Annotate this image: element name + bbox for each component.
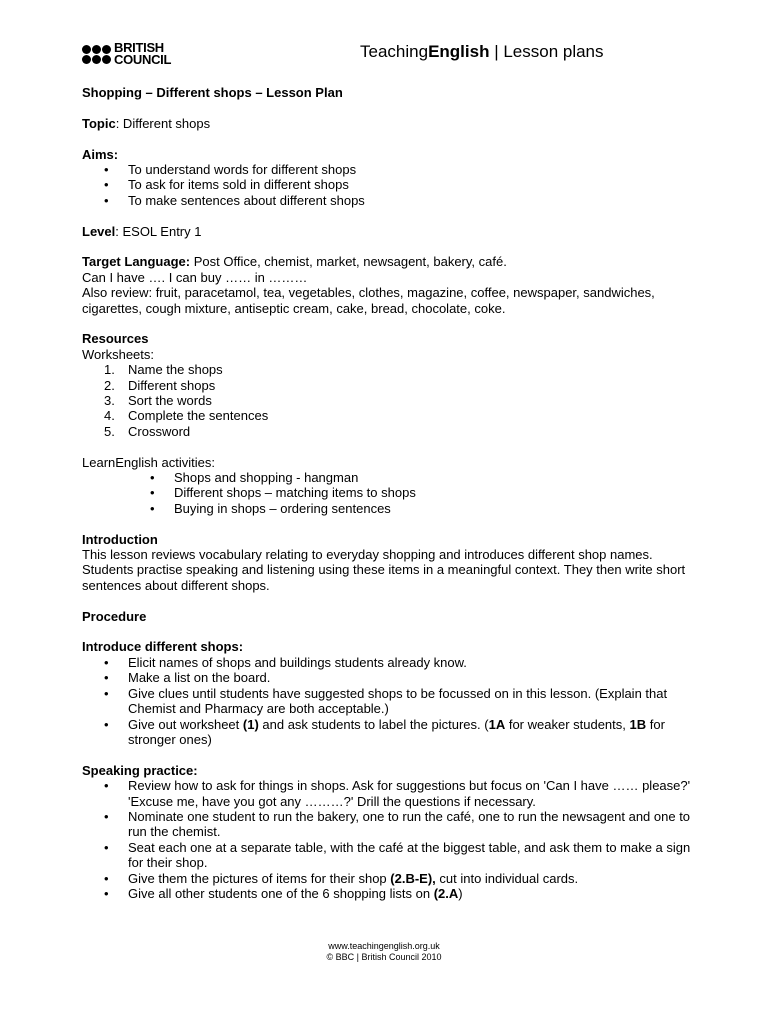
learnenglish-list xyxy=(82,470,702,516)
worksheets-label: Worksheets: xyxy=(82,346,155,362)
list-item: • Give clues until students have suggested shops to be focussed on in this lesson. (Explain that Chemist and Pharmacy are both acceptable.) xyxy=(82,686,702,717)
list-item: • Give them the pictures of items for their shop (2.B-E), cut into individual cards. xyxy=(82,871,702,886)
header-title: TeachingEnglish | Lesson plans xyxy=(360,42,604,61)
list-item: • Seat each one at a separate table, with the café at the biggest table, and ask them to make a sign for their shop. xyxy=(82,840,702,871)
list-item: • Shops and shopping - hangman xyxy=(82,470,702,485)
british-council-logo xyxy=(82,42,171,66)
learnenglish-label: LearnEnglish activities: xyxy=(82,454,215,470)
list-item: • Buying in shops – ordering sentences xyxy=(82,501,702,516)
list-item: • Different shops – matching items to shops xyxy=(82,485,702,500)
level-line: Level: ESOL Entry 1 xyxy=(82,223,202,239)
target-language-review: Also review: fruit, paracetamol, tea, vegetables, clothes, magazine, coffee, newspaper, sandwiches, cigarettes, cough mixture, antiseptic cream, cake, bread, chocolate, coke. xyxy=(82,285,655,316)
list-item: • To ask for items sold in different shops xyxy=(82,177,702,192)
list-item: • Nominate one student to run the bakery, one to run the café, one to run the newsagent and one to run the chemist. xyxy=(82,809,702,840)
list-item: • Give out worksheet (1) and ask students to label the pictures. (1A for weaker students, 1B for stronger ones) xyxy=(82,717,702,748)
list-item: 5. Crossword xyxy=(104,423,191,439)
introduction-heading: Introduction xyxy=(82,531,158,547)
logo-line-1: BRITISH xyxy=(114,40,164,55)
list-item: • To understand words for different shops xyxy=(82,162,702,177)
list-item: 4. Complete the sentences xyxy=(104,408,269,424)
target-language-line: Target Language: Post Office, chemist, market, newsagent, bakery, café. xyxy=(82,254,507,270)
introduction-text: This lesson reviews vocabulary relating to everyday shopping and introduces different shop names. Students practise speaking and listening using these items in a meaningful context. They then write short sentences about different shops. xyxy=(82,547,686,593)
worksheets-list xyxy=(82,362,702,439)
speaking-practice-list xyxy=(82,778,702,901)
resources-heading: Resources xyxy=(82,331,149,347)
doc-title: Shopping – Different shops – Lesson Plan xyxy=(82,85,343,100)
introduce-shops-list xyxy=(82,655,702,747)
footer-url[interactable]: www.teachingenglish.org.uk xyxy=(328,941,440,951)
footer-copyright: © BBC | British Council 2010 xyxy=(326,952,442,962)
list-item: • Make a list on the board. xyxy=(82,670,702,685)
lesson-content xyxy=(82,85,702,901)
aims-list xyxy=(82,162,702,208)
list-item: • Review how to ask for things in shops. Ask for suggestions but focus on 'Can I have …… please?' 'Excuse me, have you got any ………?' Drill the questions if necessary. xyxy=(82,778,702,809)
list-item: 1. Name the shops xyxy=(104,362,223,378)
procedure-heading: Procedure xyxy=(82,608,147,624)
introduce-shops-heading: Introduce different shops: xyxy=(82,639,244,655)
list-item: 3. Sort the words xyxy=(104,393,212,409)
aims-heading: Aims: xyxy=(82,146,119,162)
target-language-line-2: Can I have …. I can buy …… in ……… xyxy=(82,269,308,285)
page-footer xyxy=(0,941,768,963)
speaking-practice-heading: Speaking practice: xyxy=(82,762,198,778)
logo-dots-icon xyxy=(82,45,111,64)
list-item: • Give all other students one of the 6 shopping lists on (2.A) xyxy=(82,886,702,901)
list-item: 2. Different shops xyxy=(104,377,216,393)
topic-line: Topic: Different shops xyxy=(82,115,211,131)
logo-line-2: COUNCIL xyxy=(114,52,172,67)
list-item: • Elicit names of shops and buildings students already know. xyxy=(82,655,702,670)
list-item: • To make sentences about different shops xyxy=(82,193,702,208)
